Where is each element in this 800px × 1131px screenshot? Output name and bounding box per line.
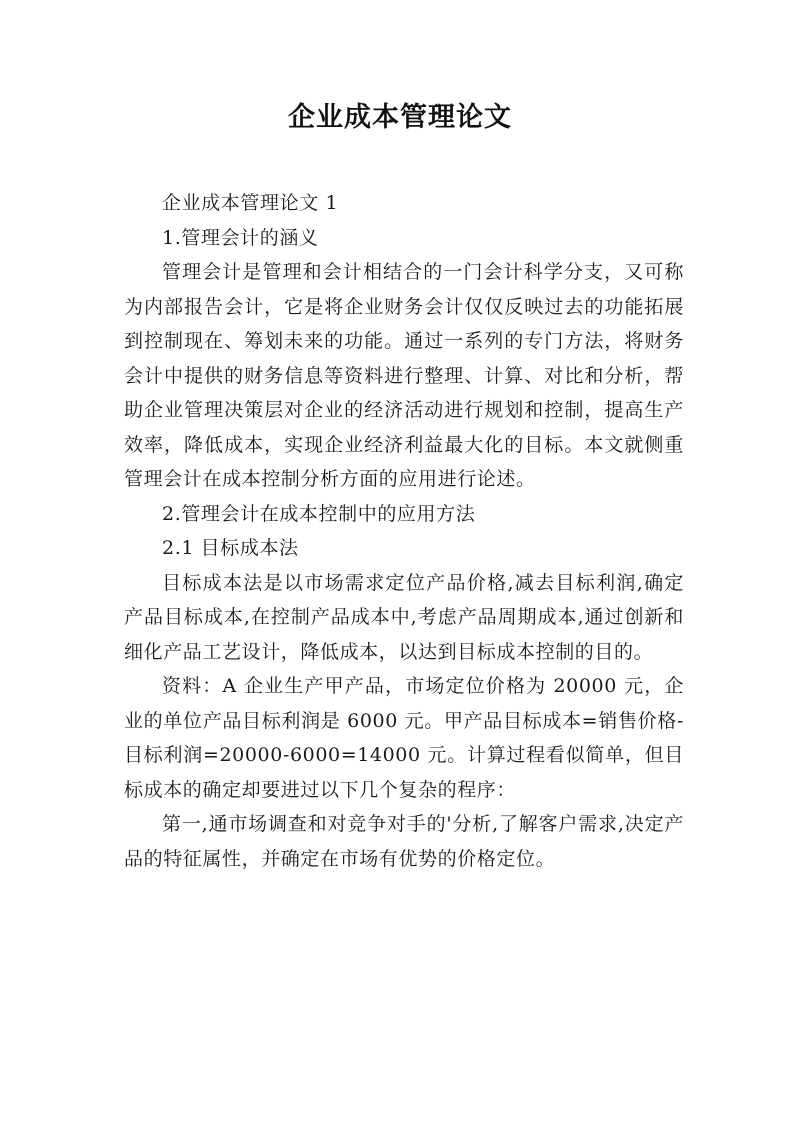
paragraph-body: 资料：A 企业生产甲产品，市场定位价格为 20000 元，企业的单位产品目标利润是 6000 元。甲产品目标成本=销售价格-目标利润=20000-6000=14000 元。计算过程看似简单，但目标成本的确定却要进过以下几个复杂的程序： <box>124 675 684 801</box>
paragraph-section-heading: 企业成本管理论文 1 <box>162 192 339 214</box>
paragraph-subheading: 1.管理会计的涵义 <box>162 226 319 249</box>
paragraph-subheading: 2.管理会计在成本控制中的应用方法 <box>162 502 476 525</box>
document-body <box>124 186 684 876</box>
paragraph-body: 目标成本法是以市场需求定位产品价格,减去目标利润,确定产品目标成本,在控制产品成本中,考虑产品周期成本,通过创新和细化产品工艺设计，降低成本，以达到目标成本控制的目的。 <box>124 571 684 663</box>
paragraph-body: 管理会计是管理和会计相结合的一门会计科学分支，又可称为内部报告会计，它是将企业财务会计仅仅反映过去的功能拓展到控制现在、筹划未来的功能。通过一系列的专门方法，将财务会计中提供的财务信息等资料进行整理、计算、对比和分析，帮助企业管理决策层对企业的经济活动进行规划和控制，提高生产效率，降低成本，实现企业经济利益最大化的目标。本文就侧重管理会计在成本控制分析方面的应用进行论述。 <box>124 261 684 490</box>
document-title: 企业成本管理论文 <box>288 102 512 133</box>
paragraph-body: 第一,通市场调查和对竞争对手的'分析,了解客户需求,决定产品的特征属性，并确定在市场有优势的价格定位。 <box>124 813 684 870</box>
paragraph-subheading: 2.1 目标成本法 <box>162 537 299 559</box>
